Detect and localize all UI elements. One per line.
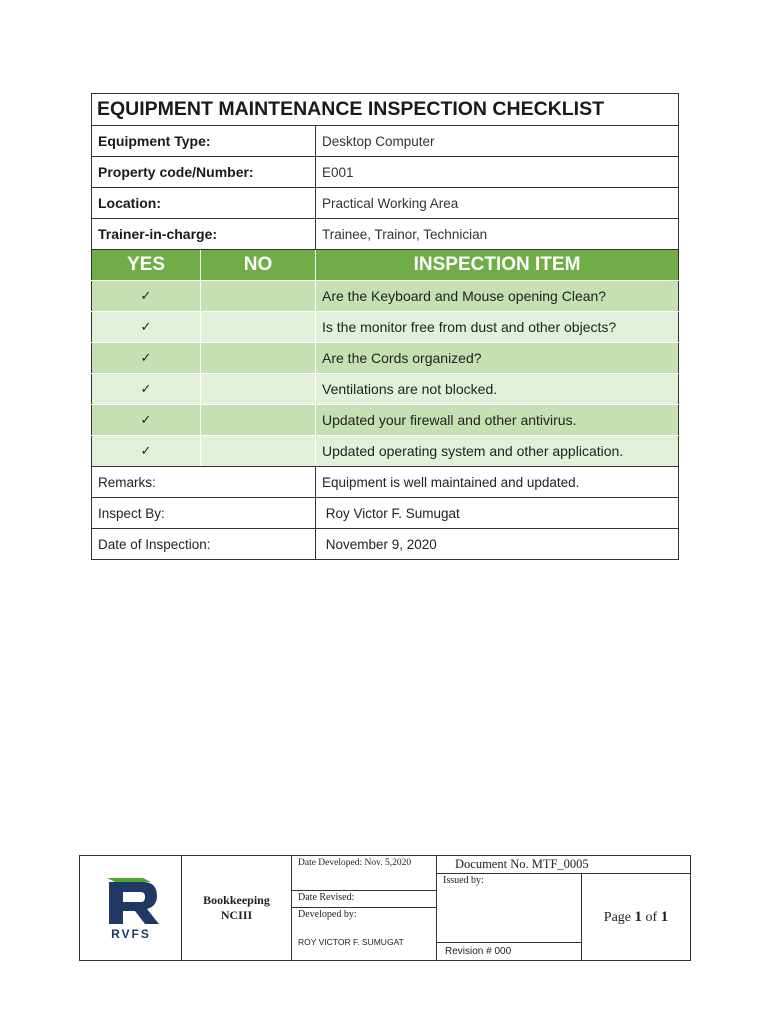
remarks-label: Remarks: (92, 467, 316, 498)
field-row-location (92, 188, 679, 219)
course-title (182, 856, 292, 961)
company-logo (80, 856, 182, 961)
inspection-item-text: Are the Cords organized? (316, 343, 679, 374)
developed-by-cell (292, 908, 437, 961)
developer-name: ROY VICTOR F. SUMUGAT (298, 937, 404, 947)
date-revised: Date Revised: (292, 891, 437, 908)
inspection-item-row (92, 374, 679, 405)
rvfs-logo-icon (91, 872, 171, 942)
yes-check-mark: ✓ (92, 281, 201, 312)
checklist-title: EQUIPMENT MAINTENANCE INSPECTION CHECKLIST (92, 94, 679, 126)
course-name: Bookkeeping (203, 893, 270, 907)
no-cell (201, 405, 316, 436)
yes-check-mark: ✓ (92, 374, 201, 405)
no-cell (201, 343, 316, 374)
yes-check-mark: ✓ (92, 405, 201, 436)
developed-by-label: Developed by: (298, 909, 357, 920)
inspect-by-label: Inspect By: (92, 498, 316, 529)
yes-check-mark: ✓ (92, 343, 201, 374)
inspection-item-row (92, 312, 679, 343)
field-value: E001 (316, 157, 679, 188)
page-total: 1 (660, 908, 669, 925)
yes-check-mark: ✓ (92, 436, 201, 467)
inspection-item-row (92, 436, 679, 467)
inspection-item-text: Updated operating system and other application. (316, 436, 679, 467)
revision-number: Revision # 000 (437, 942, 581, 960)
field-value: Practical Working Area (316, 188, 679, 219)
inspection-item-text: Is the monitor free from dust and other objects? (316, 312, 679, 343)
page-of: of (645, 909, 658, 925)
field-row-equipment-type (92, 126, 679, 157)
date-of-inspection-label: Date of Inspection: (92, 529, 316, 560)
field-value: Trainee, Trainor, Technician (316, 219, 679, 250)
field-row-property-code (92, 157, 679, 188)
field-label: Property code/Number: (92, 157, 316, 188)
field-value: Desktop Computer (316, 126, 679, 157)
inspection-item-row (92, 281, 679, 312)
no-cell (201, 374, 316, 405)
date-of-inspection-row (92, 529, 679, 560)
page-current: 1 (634, 908, 643, 925)
no-cell (201, 436, 316, 467)
inspection-item-row (92, 343, 679, 374)
document-number: Document No. MTF_0005 (437, 856, 691, 874)
inspect-by-value: Roy Victor F. Sumugat (316, 498, 679, 529)
yes-check-mark: ✓ (92, 312, 201, 343)
column-header-row (92, 250, 679, 281)
remarks-value: Equipment is well maintained and updated. (316, 467, 679, 498)
column-header-inspection-item: INSPECTION ITEM (316, 250, 679, 281)
inspection-item-row (92, 405, 679, 436)
date-of-inspection-value: November 9, 2020 (316, 529, 679, 560)
issued-by: Issued by: Revision # 000 (437, 874, 582, 961)
column-header-yes: YES (92, 250, 201, 281)
date-developed: Date Developed: Nov. 5,2020 (292, 856, 437, 891)
no-cell (201, 281, 316, 312)
field-row-trainer-in-charge (92, 219, 679, 250)
course-level: NCIII (220, 908, 253, 922)
inspection-checklist-table (91, 93, 679, 560)
field-label: Location: (92, 188, 316, 219)
field-label: Equipment Type: (92, 126, 316, 157)
remarks-row (92, 467, 679, 498)
document-control-footer (79, 855, 691, 961)
inspection-item-text: Ventilations are not blocked. (316, 374, 679, 405)
page-indicator (582, 874, 691, 961)
column-header-no: NO (201, 250, 316, 281)
inspection-item-text: Are the Keyboard and Mouse opening Clean? (316, 281, 679, 312)
inspection-item-text: Updated your firewall and other antivirus. (316, 405, 679, 436)
no-cell (201, 312, 316, 343)
inspect-by-row (92, 498, 679, 529)
page-word: Page (603, 909, 632, 925)
logo-text: RVFS (110, 926, 151, 941)
field-label: Trainer-in-charge: (92, 219, 316, 250)
